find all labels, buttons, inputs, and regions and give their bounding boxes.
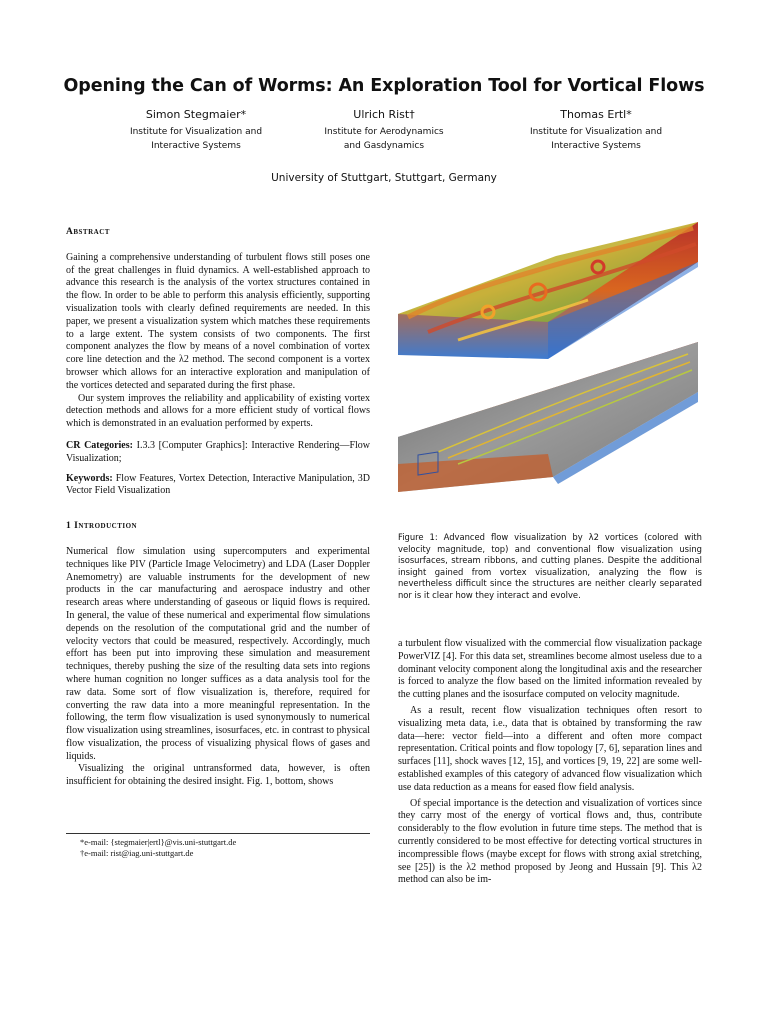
streamline-visualization-bottom xyxy=(398,342,698,492)
keywords-label: Keywords: xyxy=(66,472,113,484)
abstract-paragraph: Our system improves the reliability and applicability of existing vortex detection methods and allows for a more efficient study of vortical flows which is demonstrated in an evaluation performed by experts. xyxy=(66,392,370,430)
intro-paragraph: Visualizing the original untransformed data, however, is often insufficient for obtaining the desired insight. Fig. 1, bottom, shows xyxy=(66,763,370,788)
left-column xyxy=(66,226,370,789)
right-column xyxy=(398,638,702,887)
flow-visualization-figure xyxy=(398,222,700,540)
author-block xyxy=(284,108,484,153)
university-line: University of Stuttgart, Stuttgart, Germany xyxy=(271,172,497,184)
intro-paragraph: Numerical flow simulation using supercomputers and experimental techniques like PIV (Particle Image Velocimetry) and LDA (Laser Doppler Anemometry) are valuable instruments for the development of new products in the car manufacturing and aerospace industry and other research areas where understanding of gaseous or liquid flows is required. In general, the value of these numerical and experimental flow simulations depends on the resolution of the computational grid and the number of velocity vectors that could be measured, respectively. Accordingly, much effort has been put into improving these simulation and measurement techniques, thereby pushing the size of the resulting data sets into regions where human cognition no longer suffices as a data analysis tool for the raw data. Some sort of flow visualization is, therefore, required for converting the raw data into a more meaningful representation. In the following, the term flow visualization is used synonymously to numerical flow visualization using streamlines, isosurfaces, etc. in contrast to physical flow visualization, the process of visualizing physical flows of gases and liquids. xyxy=(66,545,370,762)
body-paragraph: Of special importance is the detection and visualization of vortices since they carry most of the energy of vortical flows and, thus, contribute considerably to the flow evolution in future time steps. The method that is currently considered to be most effective for detecting vortical structures in incompressible flows (maybe except for flows with strong axial stretching, see [25]) is the λ2 method proposed by Jeong and Hussain [9]. This λ2 method can also be im- xyxy=(398,797,702,886)
section-heading: 1 Introduction xyxy=(66,521,138,532)
cr-text: I.3.3 [Computer Graphics]: Interactive Rendering—Flow Visualization; xyxy=(66,439,371,464)
author-block xyxy=(96,108,296,153)
author-affiliation: and Gasdynamics xyxy=(343,141,425,151)
author-affiliation: Institute for Aerodynamics xyxy=(324,127,444,137)
footnotes xyxy=(66,833,370,859)
author-block xyxy=(496,108,696,153)
author-affiliation: Institute for Visualization and xyxy=(529,127,663,137)
author-name: Ulrich Rist† xyxy=(353,108,415,121)
figure-caption: Figure 1: Advanced flow visualization by λ2 vortices (colored with velocity magnitude, top) and conventional flow visualization using isosurfaces, stream ribbons, and cutting planes. Despite the additional insight gained from vortex visualization, analyzing the flow is nevertheless difficult since the structures are neither clearly separated nor is it clear how they interact and evolve. xyxy=(398,532,702,600)
cr-categories xyxy=(66,440,370,466)
vortex-visualization-top xyxy=(398,222,698,359)
author-affiliation: Interactive Systems xyxy=(151,141,241,151)
keywords xyxy=(66,473,370,499)
author-name: Simon Stegmaier* xyxy=(145,108,247,121)
body-paragraph: a turbulent flow visualized with the commercial flow visualization package PowerVIZ [4]. For this data set, streamlines become almost useless due to a dominant velocity component along the longitudinal axis and the researcher is forced to analyze the flow based on the limited information revealed by the cutting planes and the isosurface computed on velocity magnitude. xyxy=(398,638,702,701)
cr-label: CR Categories: xyxy=(66,439,133,451)
abstract-heading: Abstract xyxy=(66,227,110,237)
keywords-text: Flow Features, Vortex Detection, Interactive Manipulation, 3D Vector Field Visualization xyxy=(66,472,371,497)
author-name: Thomas Ertl* xyxy=(560,108,632,121)
paper-title: Opening the Can of Worms: An Exploration Tool for Vortical Flows xyxy=(63,76,705,96)
author-affiliation: Interactive Systems xyxy=(551,141,641,151)
footnote: *e-mail: {stegmaier|ertl}@vis.uni-stuttgart.de xyxy=(80,837,237,847)
footnote: †e-mail: rist@iag.uni-stuttgart.de xyxy=(80,848,194,858)
abstract-paragraph: Gaining a comprehensive understanding of turbulent flows still poses one of the great challenges in fluid dynamics. A well-established approach to advance this research is the analysis of the vortex structures contained in the flow. In order to be able to perform this analysis efficiently, supporting visualization tools with clearly defined requirements are needed. In this paper, we present a visualization system which matches these requirements to a large extent. The system consists of two components. The first component analyzes the flow by means of a novel combination of vortex core line detection and the λ2 method. The second component is a vortex browser which allows for an interactive exploration and manipulation of the vortices detected and separated during the first phase. xyxy=(66,251,370,391)
body-paragraph: As a result, recent flow visualization techniques often resort to visualizing meta data, i.e., data that is obtained by transforming the raw data—here: vector field—into a different and often more compact representation. Critical points and flow topology [7, 6], separation lines and surfaces [11], shock waves [12, 15], and vortices [9, 19, 22] are some well-established examples of this category of advanced flow visualization which use data reduction as a means for eased flow field analysis. xyxy=(398,704,702,793)
author-affiliation: Institute for Visualization and xyxy=(129,127,263,137)
